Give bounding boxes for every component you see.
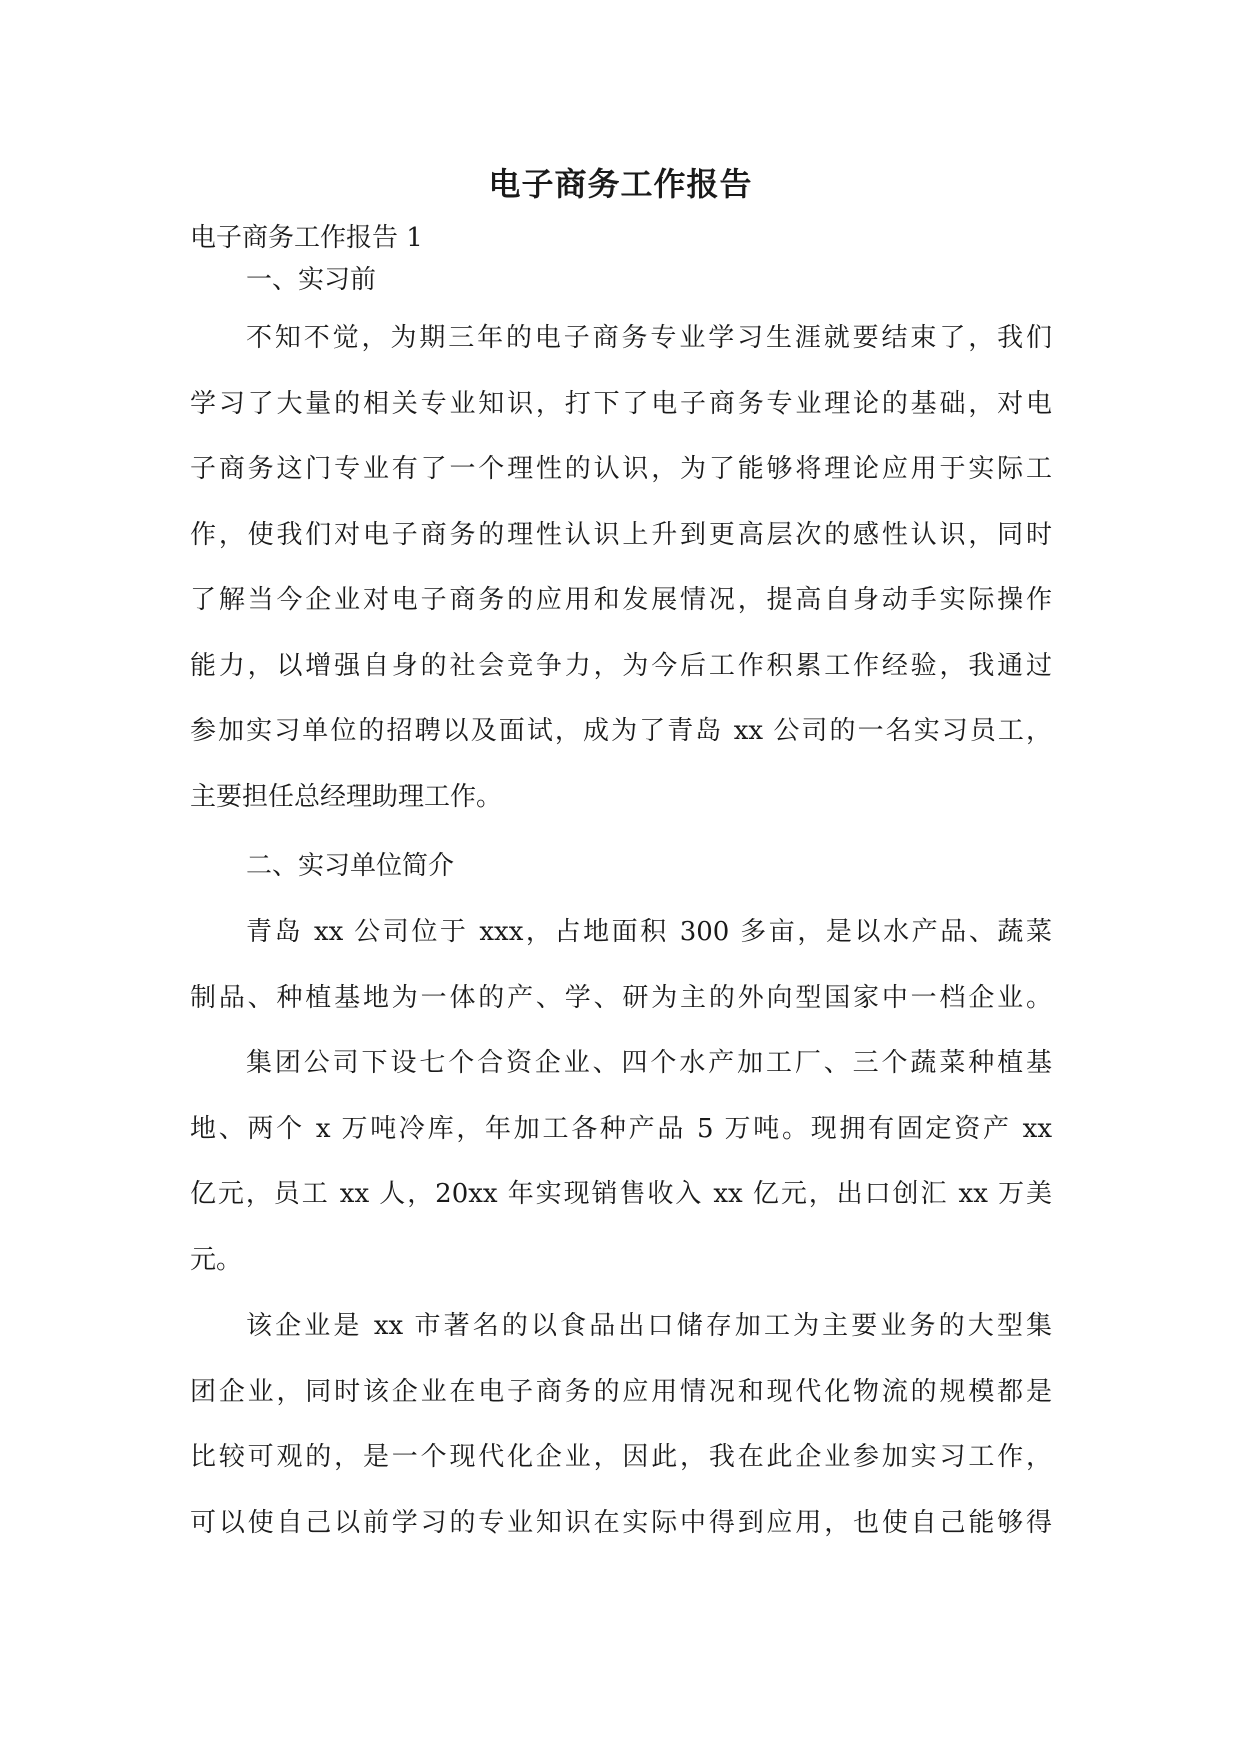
heading-text: 二、实习单位简介 — [246, 851, 455, 881]
paragraph-line: 比较可观的，是一个现代化企业，因此，我在此企业参加实习工作， — [190, 1442, 1052, 1472]
document-title: 电子商务工作报告 — [488, 165, 753, 203]
paragraph-line: 学习了大量的相关专业知识，打下了电子商务专业理论的基础，对电 — [190, 388, 1052, 419]
paragraph-line: 团企业，同时该企业在电子商务的应用情况和现代化物流的规模都是 — [190, 1376, 1052, 1407]
paragraph-line: 可以使自己以前学习的专业知识在实际中得到应用，也使自己能够得 — [190, 1507, 1052, 1538]
paragraph-line: 地、两个 x 万吨冷库，年加工各种产品 5 万吨。现拥有固定资产 xx — [190, 1113, 1052, 1144]
subtitle-text: 电子商务工作报告 1 — [190, 223, 423, 253]
paragraph-line: 主要担任总经理助理工作。 — [190, 781, 503, 812]
paragraph-company-significance — [190, 1294, 1052, 1556]
paragraph-line: 制品、种植基地为一体的产、学、研为主的外向型国家中一档企业。 — [190, 982, 1052, 1013]
paragraph-line: 作，使我们对电子商务的理性认识上升到更高层次的感性认识，同时 — [190, 519, 1052, 550]
paragraph-company-structure — [190, 1031, 1052, 1293]
paragraph-line: 子商务这门专业有了一个理性的认识，为了能够将理论应用于实际工 — [190, 454, 1052, 484]
paragraph-line: 该企业是 xx 市著名的以食品出口储存加工为主要业务的大型集 — [246, 1311, 1052, 1341]
paragraph-line: 不知不觉，为期三年的电子商务专业学习生涯就要结束了，我们 — [246, 323, 1052, 353]
paragraph-line: 集团公司下设七个合资企业、四个水产加工厂、三个蔬菜种植基 — [246, 1048, 1052, 1078]
heading-text: 一、实习前 — [246, 265, 377, 295]
section-heading-before-internship — [190, 248, 1052, 314]
paragraph-line: 能力，以增强自身的社会竞争力，为今后工作积累工作经验，我通过 — [190, 650, 1052, 681]
paragraph-company-location — [190, 900, 1052, 1031]
section-heading-company-intro — [190, 834, 1052, 900]
paragraph-line: 青岛 xx 公司位于 xxx，占地面积 300 多亩，是以水产品、蔬菜 — [246, 917, 1052, 947]
paragraph-intro — [190, 306, 1052, 830]
paragraph-line: 元。 — [190, 1244, 243, 1275]
paragraph-line: 参加实习单位的招聘以及面试，成为了青岛 xx 公司的一名实习员工， — [190, 716, 1052, 746]
paragraph-line: 了解当今企业对电子商务的应用和发展情况，提高自身动手实际操作 — [190, 585, 1052, 615]
paragraph-line: 亿元，员工 xx 人，20xx 年实现销售收入 xx 亿元，出口创汇 xx 万美 — [190, 1179, 1052, 1209]
